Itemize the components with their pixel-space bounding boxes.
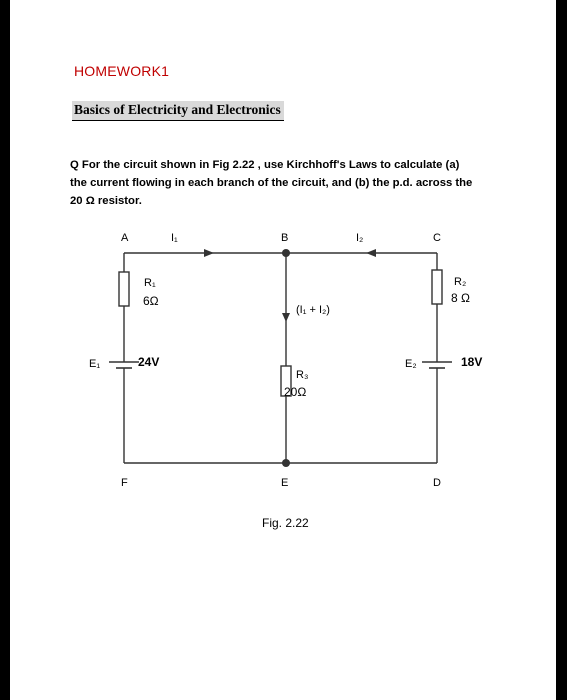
- sum-current-label: (I₁ + I₂): [296, 304, 330, 316]
- i1-label: I₁: [171, 232, 178, 244]
- i1-arrow: [204, 249, 214, 257]
- r3-value: 20Ω: [284, 385, 307, 399]
- r1-name: R₁: [144, 277, 156, 289]
- i2-label: I₂: [356, 232, 364, 244]
- r2-resistor: [432, 270, 442, 304]
- i2-arrow: [366, 249, 376, 257]
- node-f-label: F: [121, 477, 128, 489]
- e2-value: 18V: [461, 355, 483, 369]
- node-e-label: E: [281, 477, 289, 489]
- node-a-label: A: [121, 232, 129, 244]
- node-d-label: D: [433, 477, 441, 489]
- node-c-label: C: [433, 232, 441, 244]
- figure-caption: Fig. 2.22: [262, 516, 309, 530]
- e1-name: E₁: [89, 358, 101, 370]
- r1-value: 6Ω: [143, 294, 159, 308]
- e2-name: E₂: [405, 358, 417, 370]
- subject-title: Basics of Electricity and Electronics: [72, 101, 284, 121]
- e1-value: 24V: [138, 355, 160, 369]
- question-line-1: Q For the circuit shown in Fig 2.22 , use Kirchhoff's Laws to calculate (a): [70, 159, 460, 171]
- question-line-3: 20 Ω resistor.: [70, 195, 142, 207]
- node-b-label: B: [281, 232, 289, 244]
- r2-name: R₂: [454, 276, 467, 288]
- r1-resistor: [119, 272, 129, 306]
- question-line-2: the current flowing in each branch of the circuit, and (b) the p.d. across the: [70, 177, 473, 189]
- r2-value: 8 Ω: [451, 291, 470, 305]
- node-e-dot: [282, 459, 290, 467]
- sum-current-arrow: [282, 313, 290, 322]
- node-b-dot: [282, 249, 290, 257]
- homework-heading: HOMEWORK1: [74, 63, 170, 79]
- r3-name: R₃: [296, 369, 309, 381]
